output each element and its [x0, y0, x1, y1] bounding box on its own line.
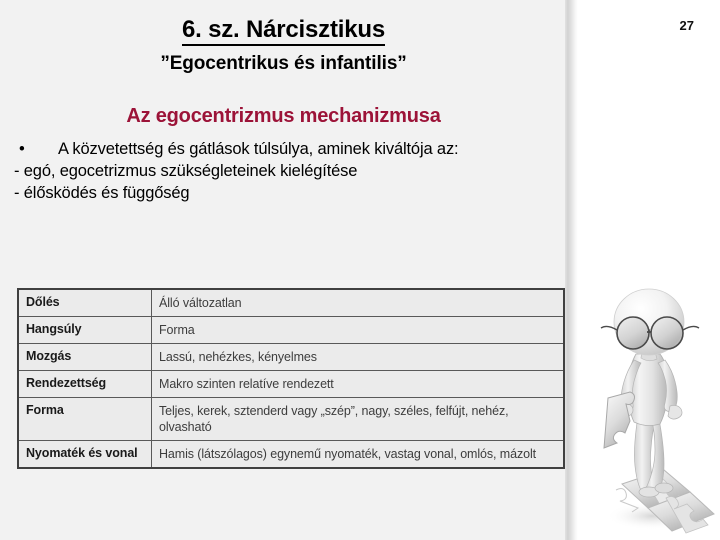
table-row: [18, 317, 564, 344]
table-cell-value: Lassú, nehézkes, kényelmes: [152, 344, 565, 371]
table-row: [18, 289, 564, 317]
held-puzzle-piece: [604, 392, 635, 448]
table-row: [18, 344, 564, 371]
table-cell-key: Hangsúly: [18, 317, 152, 344]
body-text-block: [14, 138, 567, 204]
table-cell-value: Teljes, kerek, sztenderd vagy „szép”, nagy, széles, felfújt, nehéz, olvasható: [152, 398, 565, 441]
page-title: [0, 16, 567, 44]
table-cell-value: Álló változatlan: [152, 289, 565, 317]
table-cell-key: Nyomaték és vonal: [18, 441, 152, 469]
page-title-text: 6. sz. Nárcisztikus: [182, 16, 385, 46]
table-cell-key: Dőlés: [18, 289, 152, 317]
table-row: [18, 371, 564, 398]
section-heading: Az egocentrizmus mechanizmusa: [126, 105, 441, 127]
table-cell-key: Rendezettség: [18, 371, 152, 398]
panel-divider: [565, 0, 578, 540]
bullet-line-3: - élősködés és függőség: [14, 184, 190, 202]
table-cell-value: Hamis (látszólagos) egynemű nyomaték, vastag vonal, omlós, mázolt: [152, 441, 565, 469]
table-cell-key: Forma: [18, 398, 152, 441]
table-cell-value: Makro szinten relatíve rendezett: [152, 371, 565, 398]
table-row: [18, 398, 564, 441]
bullet-line-1-text: A közvetettség és gátlások túlsúlya, aminek kiváltója az:: [58, 140, 459, 158]
attributes-table: [17, 288, 565, 469]
mannequin-figure-illustration: [578, 288, 720, 540]
page-subtitle: ”Egocentrikus és infantilis”: [160, 53, 407, 74]
table-row: [18, 441, 564, 469]
bullet-glyph-icon: •: [19, 140, 25, 158]
table-cell-key: Mozgás: [18, 344, 152, 371]
bullet-line-1: [14, 138, 567, 160]
bullet-line-2: - egó, egocetrizmus szükségleteinek kielégítése: [14, 162, 358, 180]
slide-number: 27: [679, 18, 694, 33]
table-cell-value: Forma: [152, 317, 565, 344]
figure-legs: [634, 414, 673, 497]
